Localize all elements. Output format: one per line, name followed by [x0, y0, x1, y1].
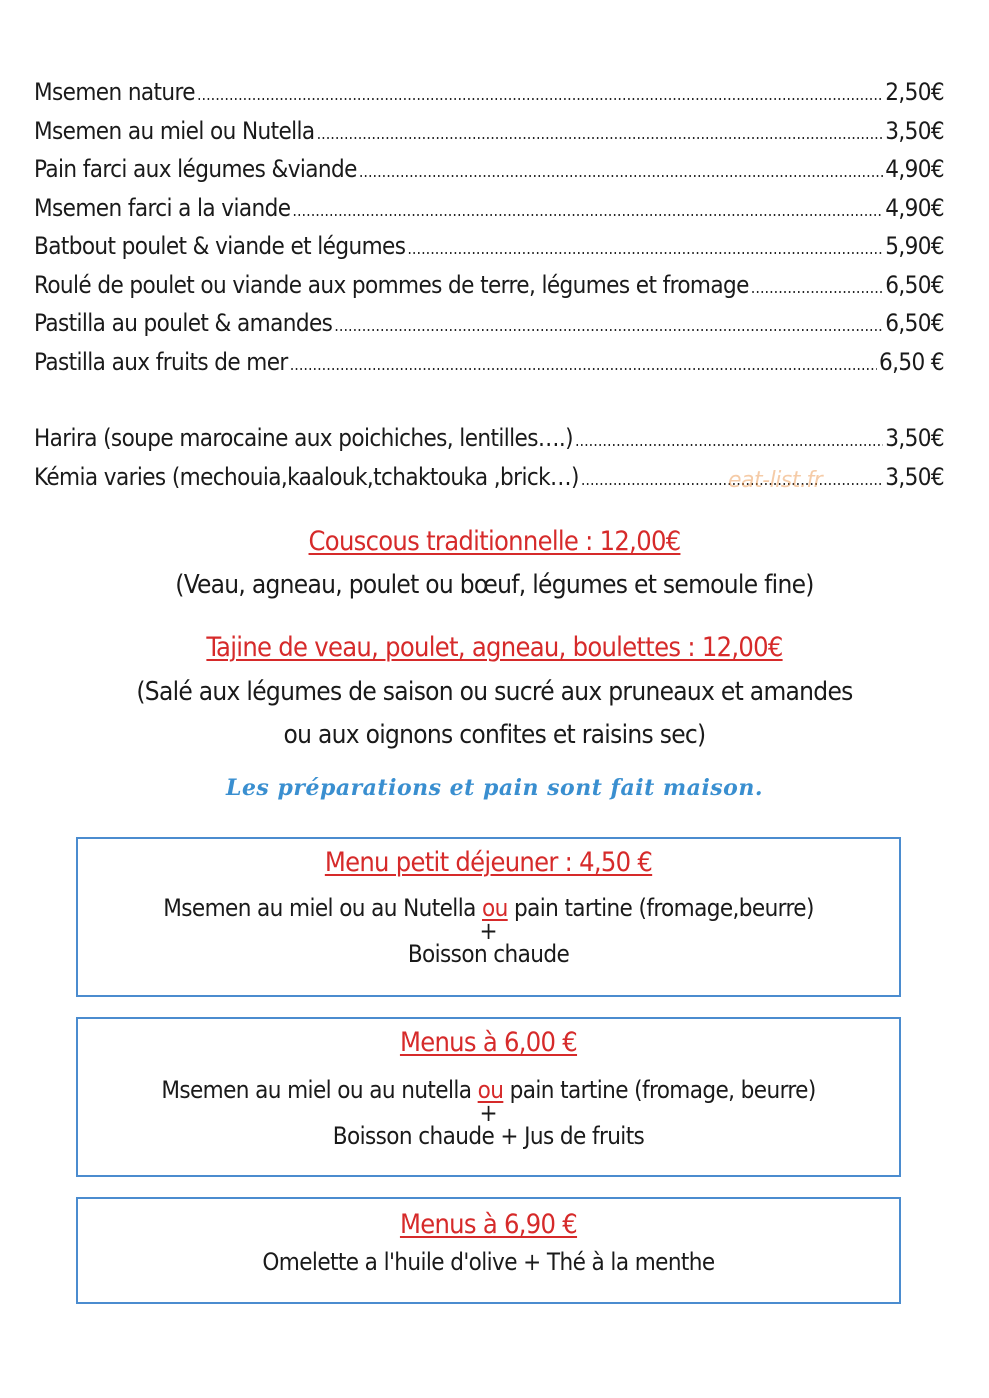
menu-item — [34, 348, 944, 387]
menu-item — [34, 194, 944, 233]
item-price: 3,50€ — [885, 462, 944, 491]
ou-word: ou — [477, 1076, 504, 1104]
item-name: Msemen farci a la viande — [34, 193, 291, 222]
menu-item — [34, 309, 944, 348]
tajine-description-line1: (Salé aux légumes de saison ou sucré aux pruneaux et amandes — [136, 677, 853, 707]
couscous-description-block — [0, 564, 989, 607]
item-price: 3,50€ — [885, 116, 944, 145]
ou-word: ou — [482, 894, 508, 922]
dot-leader — [407, 239, 883, 258]
menu-items-list — [34, 78, 944, 386]
menu-box-title: Menus à 6,00 € — [399, 1027, 578, 1058]
tajine-description-block — [0, 671, 989, 757]
item-name: Pastilla aux fruits de mer — [34, 347, 288, 376]
item-price: 5,90€ — [885, 232, 944, 260]
dot-leader — [290, 355, 877, 374]
item-name: Harira (soupe marocaine aux poichiches, lentilles….) — [34, 424, 573, 452]
item-name: Pastilla au poulet & amandes — [34, 309, 333, 337]
item-price: 3,50€ — [885, 424, 944, 452]
line-text: pain tartine (fromage, beurre) — [503, 1076, 816, 1104]
dot-leader — [359, 162, 883, 181]
line-text: pain tartine (fromage,beurre) — [507, 894, 814, 922]
couscous-section — [0, 526, 989, 557]
plus-sign: + — [479, 917, 498, 945]
couscous-heading: Couscous traditionnelle : 12,00€ — [308, 526, 681, 557]
dot-leader — [197, 85, 883, 104]
item-price: 2,50€ — [885, 78, 944, 106]
couscous-description: (Veau, agneau, poulet ou bœuf, légumes et semoule fine) — [175, 570, 814, 600]
item-price: 4,90€ — [885, 193, 944, 222]
line-text: Msemen au miel ou au Nutella — [163, 894, 482, 922]
menu-item — [34, 78, 944, 117]
item-price: 6,50€ — [885, 309, 944, 337]
item-price: 4,90€ — [885, 155, 944, 183]
item-name: Kémia varies (mechouia,kaalouk,tchaktouka ,brick…) — [34, 462, 579, 491]
item-price: 6,50€ — [885, 270, 944, 299]
item-name: Pain farci aux légumes &viande — [34, 155, 357, 183]
tajine-heading: Tajine de veau, poulet, agneau, boulettes : 12,00€ — [206, 632, 783, 663]
menu-box-title: Menus à 6,90 € — [399, 1209, 578, 1240]
tajine-description-line2: ou aux oignons confites et raisins sec) — [283, 720, 706, 750]
menu-item — [34, 424, 944, 463]
item-name: Msemen au miel ou Nutella — [34, 116, 315, 145]
menu-box-breakfast — [76, 837, 901, 997]
menu-box-line2: Boisson chaude + Jus de fruits — [332, 1122, 645, 1150]
dot-leader — [751, 278, 883, 297]
item-price: 6,50 € — [878, 347, 944, 376]
menu-item — [34, 155, 944, 194]
menu-box-6-00 — [76, 1017, 901, 1177]
item-name: Roulé de poulet ou viande aux pommes de terre, légumes et fromage — [34, 270, 749, 299]
line-text: Msemen au miel ou au nutella — [161, 1076, 478, 1104]
watermark: eat-list.fr — [728, 468, 823, 493]
menu-item — [34, 117, 944, 156]
menu-box-title: Menu petit déjeuner : 4,50 € — [324, 847, 653, 878]
menu-box-line1: Omelette a l'huile d'olive + Thé à la menthe — [262, 1248, 715, 1276]
menu-item — [34, 232, 944, 271]
dot-leader — [292, 201, 883, 220]
menu-item — [34, 271, 944, 310]
dot-leader — [334, 316, 883, 335]
homemade-note-block — [0, 775, 989, 801]
menu-box-line2: Boisson chaude — [407, 940, 570, 968]
dot-leader — [575, 431, 883, 450]
dot-leader — [317, 124, 884, 143]
homemade-note: Les préparations et pain sont fait maison. — [225, 775, 764, 801]
menu-box-6-90 — [76, 1197, 901, 1304]
plus-sign: + — [479, 1099, 498, 1127]
item-name: Msemen nature — [34, 78, 195, 106]
tajine-section — [0, 632, 989, 663]
item-name: Batbout poulet & viande et légumes — [34, 232, 406, 260]
